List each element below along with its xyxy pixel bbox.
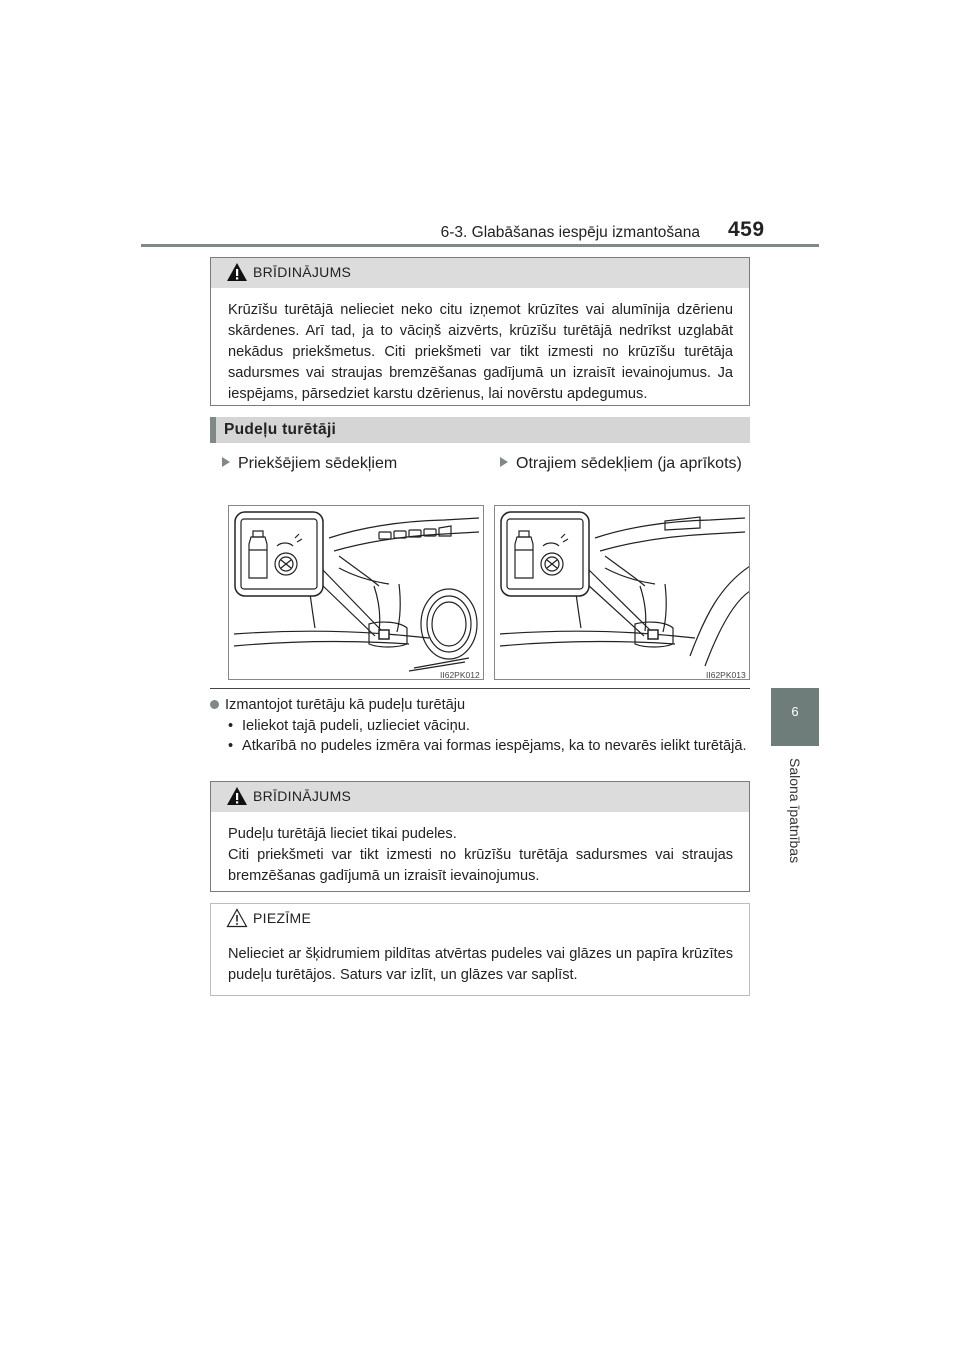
arrow-icon bbox=[500, 457, 508, 467]
bullet-item bbox=[210, 695, 750, 715]
warning-text: Krūzīšu turētājā nelieciet neko citu izņemot krūzītes vai alumīnija dzērienu skārdenes. Arī tad, ja to vāciņš aizvērts, krūzīšu turētājā nedrīkst uzglabāt nekādus priekšmetus. Citi priekšmeti var tikt izmesti no krūzīšu turētāja sadursmes vai straujas bremzēšanas gadījumā un izraisīt ievainojumus. Ja iespējams, pārsedziet karstu dzērienus, lai novērstu apdegumus. bbox=[228, 302, 733, 402]
warning-box bbox=[210, 257, 750, 406]
section-heading-accent bbox=[210, 417, 216, 443]
bullet-dot-icon bbox=[210, 700, 219, 709]
list-bullet: • bbox=[228, 738, 234, 754]
subhead-front-seats bbox=[222, 452, 482, 475]
notice-box bbox=[210, 903, 750, 996]
notice-text: Nelieciet ar šķidrumiem pildītas atvērtas pudeles vai glāzes un papīra krūzītes pudeļu turētājos. Saturs var izlīt, un glāzes var saplīst. bbox=[228, 946, 733, 983]
notice-title: PIEZĪME bbox=[253, 910, 312, 926]
running-header-section: 6-3. Glabāšanas iespēju izmantošana bbox=[440, 224, 700, 241]
warning-line: Citi priekšmeti var tikt izmesti no krūzīšu turētāja sadursmes vai straujas bremzēšanas gadījumā un izraisīt ievainojumus. bbox=[228, 847, 733, 884]
figure-divider bbox=[210, 688, 750, 689]
rear-door-illustration bbox=[495, 506, 750, 680]
list-item bbox=[228, 736, 750, 756]
header-rule bbox=[141, 244, 819, 247]
figure-code-right: II62PK013 bbox=[706, 670, 746, 680]
warning-header bbox=[211, 782, 749, 812]
list-item-text: Ieliekot tajā pudeli, uzlieciet vāciņu. bbox=[242, 718, 470, 734]
subhead-front-text: Priekšējiem sēdekļiem bbox=[238, 455, 398, 472]
warning-line: Pudeļu turētājā lieciet tikai pudeles. bbox=[228, 826, 457, 842]
chapter-number: 6 bbox=[791, 704, 799, 719]
warning-triangle-icon bbox=[226, 786, 248, 806]
section-heading-text: Pudeļu turētāji bbox=[224, 421, 337, 438]
section-heading bbox=[210, 417, 750, 443]
warning-header bbox=[211, 258, 749, 288]
chapter-label-text: Salona īpatnības bbox=[787, 758, 803, 864]
list-item bbox=[228, 716, 750, 736]
warning-title: BRĪDINĀJUMS bbox=[253, 788, 352, 804]
warning-title: BRĪDINĀJUMS bbox=[253, 264, 352, 280]
chapter-label bbox=[785, 758, 805, 878]
warning-box bbox=[210, 781, 750, 892]
warning-triangle-icon bbox=[226, 262, 248, 282]
page-number: 459 bbox=[728, 218, 765, 241]
list-item-text: Atkarībā no pudeles izmēra vai formas iespējams, ka to nevarēs ielikt turētājā. bbox=[242, 738, 747, 754]
figure-front-door-bottle-holder bbox=[228, 505, 484, 680]
list-bullet: • bbox=[228, 718, 234, 734]
subhead-rear-seats bbox=[500, 452, 748, 475]
figure-code-left: II62PK012 bbox=[440, 670, 480, 680]
figure-rear-door-bottle-holder bbox=[494, 505, 750, 680]
warning-text bbox=[211, 812, 749, 899]
bullet-text: Izmantojot turētāju kā pudeļu turētāju bbox=[225, 697, 466, 713]
arrow-icon bbox=[222, 457, 230, 467]
notice-header bbox=[211, 904, 749, 934]
subhead-rear-text: Otrajiem sēdekļiem (ja aprīkots) bbox=[516, 455, 742, 472]
notice-triangle-icon bbox=[226, 908, 248, 928]
front-door-illustration bbox=[229, 506, 484, 680]
